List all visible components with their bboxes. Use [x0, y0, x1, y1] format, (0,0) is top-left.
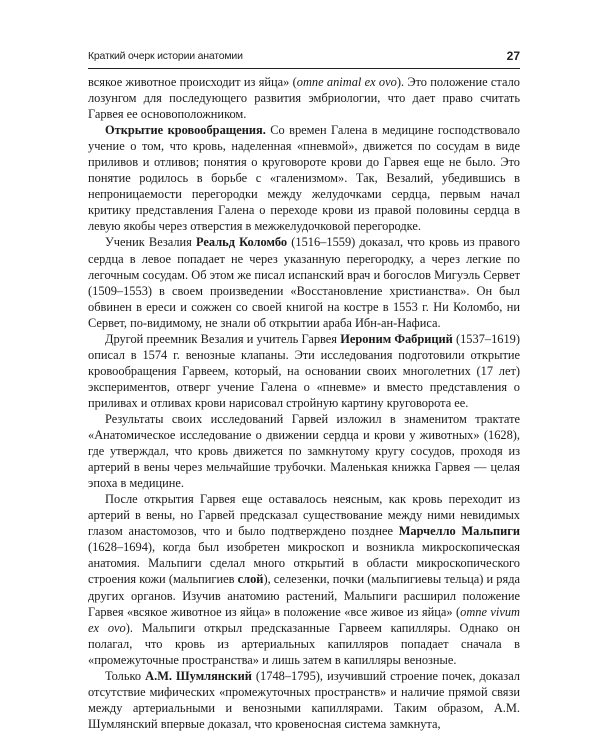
text-run: (1628–1694), когда был изобретен микроскоп и возникла микроскопическая анатомия. Мальпиги сделал много открытий в области микроскопического строения кожи (мальпигиев [88, 540, 520, 587]
paragraph [88, 74, 520, 122]
bold-term: Открытие кровообращения. [105, 123, 266, 138]
text-run: ), селезенки, почки (мальпигиевы тельца) и ряда других органов. Изучив анатомию растений, Мальпиги расширил положение Гарвея «всякое животное из яйца» в положение «все живое из яйца» ( [88, 572, 521, 619]
text-run: Результаты своих исследований Гарвей изложил в знаменитом трактате «Анатомическое исследование о движении сердца и крови у животных» (1628), где утверждал, что кровь движется по замкнутому кругу сосудов, проходя из артерий в вены через мельчайшие трубочки. Маленькая книжка Гарвея — целая эпоха в медицине. [88, 411, 520, 491]
running-title: Краткий очерк истории анатомии [88, 50, 243, 62]
text-run: Другой преемник Везалия и учитель Гарвея [105, 331, 341, 346]
paragraph [88, 668, 520, 732]
paragraph [88, 411, 520, 491]
text-run: всякое животное происходит из яйца» ( [88, 75, 297, 89]
page-number: 27 [506, 49, 520, 63]
bold-term: Марчелло Мальпиги [398, 524, 521, 539]
header-rule [88, 68, 520, 69]
paragraph [88, 122, 520, 234]
bold-term: Иероним Фабриций [340, 331, 453, 346]
bold-term: А.М. Шумлянский [145, 668, 252, 683]
paragraph [88, 331, 520, 411]
text-run: После открытия Гарвея еще оставалось неясным, как кровь переходит из артерий в вены, но Гарвей предсказал существование между ними невидимых глазом анастомозов, что и было подтверждено позднее [88, 492, 520, 539]
italic-phrase: omne vivum ex ovo [88, 604, 520, 635]
text-run: ). Мальпиги открыл предсказанные Гарвеем капилляры. Однако он полагал, что кровь из артериальных капилляров попадает сначала в «промежуточные пространства» и лишь затем в капилляры венозные. [88, 620, 520, 667]
running-header [88, 48, 520, 66]
body-text [88, 74, 520, 732]
paragraph [88, 491, 520, 668]
paragraph [88, 234, 520, 330]
italic-phrase: omne animal ex ovo [296, 75, 397, 89]
text-run: Со времен Галена в медицине господствовало учение о том, что кровь, наделенная «пневмой», движется по сосудам в виде приливов и отливов; понятия о круговороте крови до Гарвея еще не было. Это понятие родилось в борьбе с «галенизмом». Так, Везалий, убедившись в непроницаемости перегородки между желудочками сердца, первым начал критику представления Галена о переходе крови из правой половины сердца в левую якобы через отверстия в межжелудочковой перегородке. [88, 123, 520, 234]
bold-term: слой [237, 572, 264, 587]
text-run: (1516–1559) доказал, что кровь из правого сердца в левое попадает не через указанную перегородку, а через легкие по легочным сосудам. Об этом же писал испанский врач и богослов Мигуэль Сервет (1509–1553) в своем произведении «Восстановление христианства». Он был обвинен в ереси и сожжен со своей книгой на костре в 1553 г. Ни Коломбо, ни Сервет, по-видимому, не знали об открытии араба Ибн-ан-Нафиса. [88, 235, 520, 330]
bold-term: Реальд Коломбо [196, 235, 288, 250]
text-run: ). Это положение стало лозунгом для последующего развития эмбриологии, что дает право считать Гарвея ее основоположником. [88, 75, 520, 122]
text-run: Только [105, 668, 146, 683]
text-run: (1537–1619) описал в 1574 г. венозные клапаны. Эти исследования подготовили открытие кровообращения Гарвеем, который, на основании своих многолетних (17 лет) экспериментов, отверг учение Галена о «пневме» и вместо представления о приливах и отливах крови нарисовал стройную картину круговорота ее. [88, 331, 521, 410]
text-run: Ученик Везалия [105, 235, 197, 250]
text-run: (1748–1795), изучивший строение почек, доказал отсутствие мифических «промежуточных пространств» и наличие прямой связи между артериальными и венозными капиллярами. Таким образом, А.М. Шумлянский впервые доказал, что кровеносная система замкнута, [88, 668, 520, 731]
